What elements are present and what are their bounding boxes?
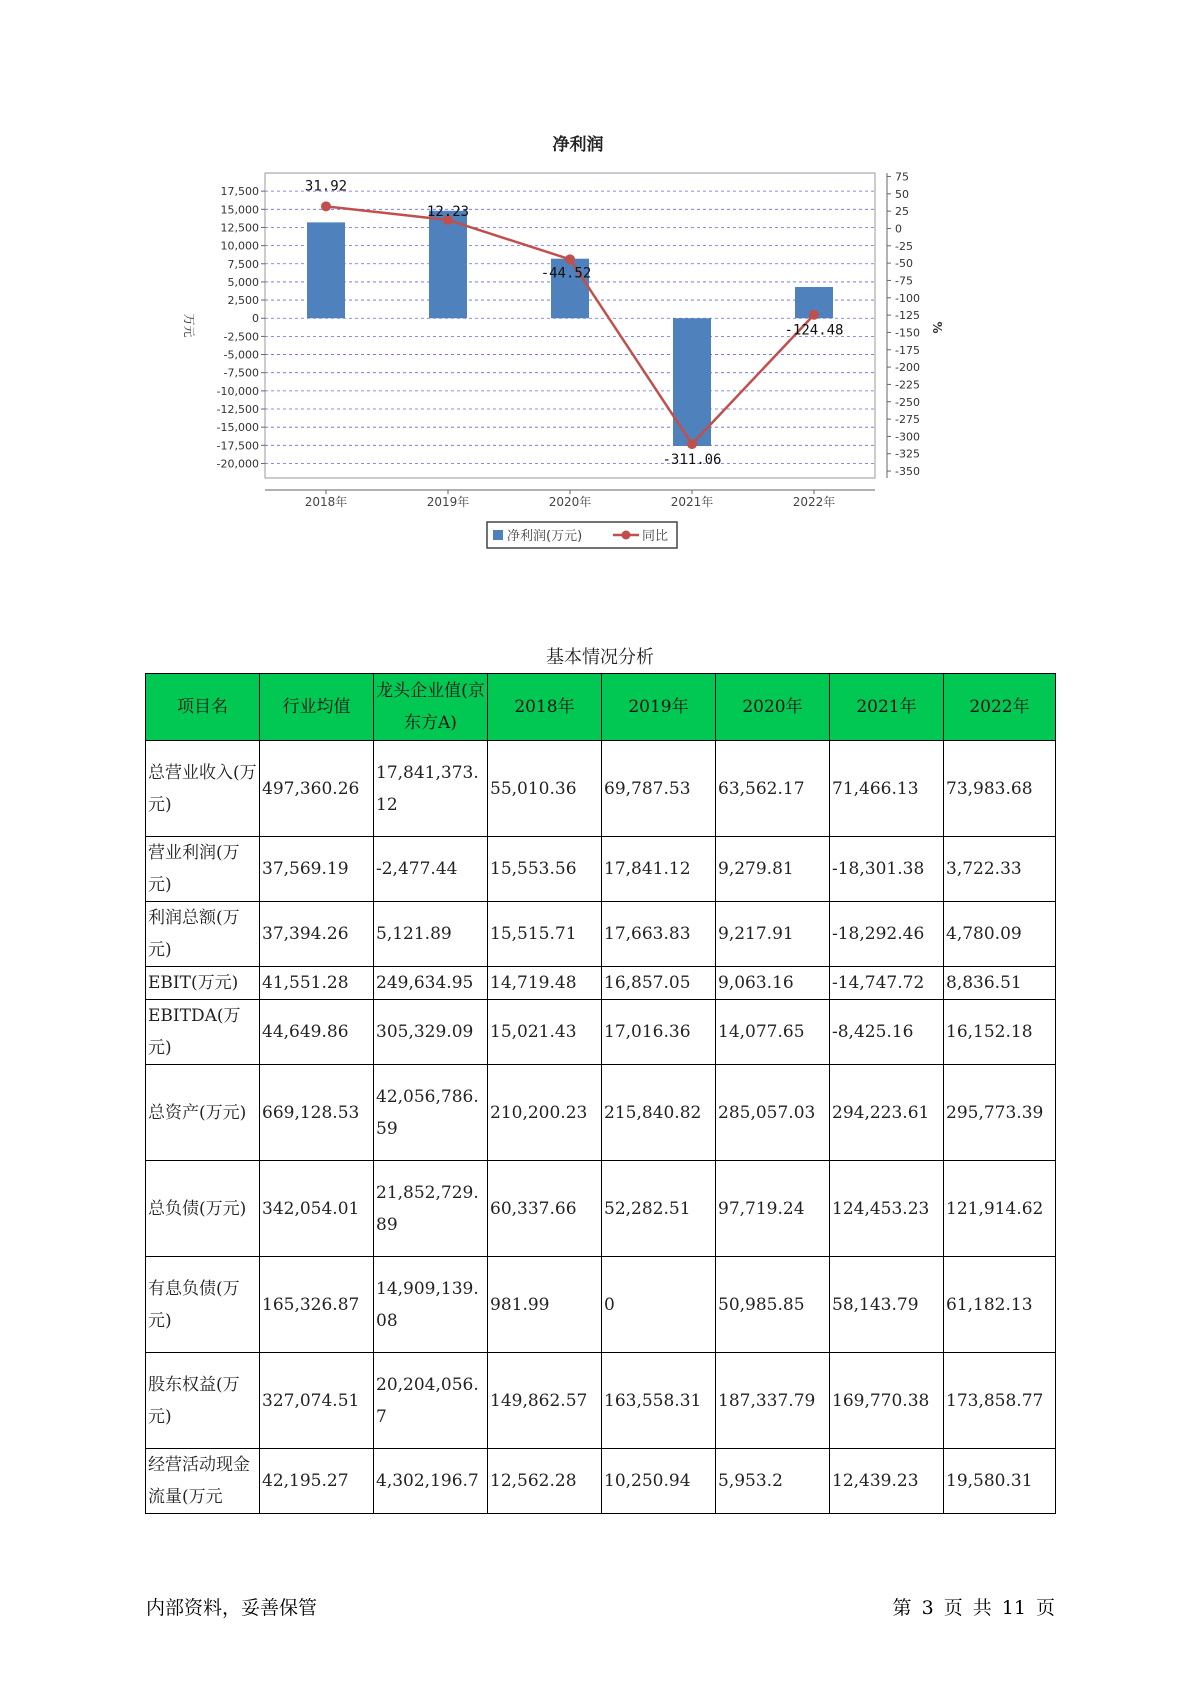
data-cell: 4,780.09	[944, 902, 1056, 967]
data-cell: 497,360.26	[260, 741, 374, 837]
data-cell: 41,551.28	[260, 967, 374, 1000]
net-profit-bar	[429, 211, 467, 318]
y-tick-label: 2,500	[227, 294, 259, 308]
data-cell: 42,195.27	[260, 1449, 374, 1514]
data-label: -311.06	[662, 452, 722, 469]
y2-tick-label: -50	[895, 257, 913, 271]
y2-tick-label: -250	[895, 395, 920, 409]
data-cell: 173,858.77	[944, 1353, 1056, 1449]
y2-tick-label: -75	[895, 274, 913, 288]
data-cell: 52,282.51	[602, 1161, 716, 1257]
y-axis-title: 万元	[182, 313, 196, 338]
data-cell: 97,719.24	[716, 1161, 830, 1257]
table-row	[146, 1065, 1056, 1161]
y2-tick-label: 0	[895, 222, 902, 236]
yoy-point	[809, 310, 819, 320]
y2-tick-label: -125	[895, 309, 920, 323]
y2-tick-label: -175	[895, 343, 920, 357]
table-row	[146, 1000, 1056, 1065]
table-title: 基本情况分析	[546, 647, 654, 668]
y-tick-label: 15,000	[220, 203, 259, 217]
data-cell: 71,466.13	[830, 741, 944, 837]
y-tick-label: 10,000	[220, 239, 259, 253]
data-cell: 17,663.83	[602, 902, 716, 967]
table-row	[146, 1161, 1056, 1257]
data-cell: 50,985.85	[716, 1257, 830, 1353]
analysis-table	[145, 673, 1056, 1514]
data-cell: 15,021.43	[488, 1000, 602, 1065]
data-cell: 58,143.79	[830, 1257, 944, 1353]
y-tick-label: -12,500	[216, 403, 259, 417]
row-label-cell: 有息负债(万元)	[146, 1257, 260, 1353]
data-cell: 9,217.91	[716, 902, 830, 967]
data-label: 31.92	[304, 178, 348, 195]
row-label-cell: 经营活动现金流量(万元	[146, 1449, 260, 1514]
table-row	[146, 1353, 1056, 1449]
y2-tick-label: 25	[895, 205, 909, 219]
table-header-row	[146, 674, 1056, 741]
net-profit-bar	[673, 318, 711, 446]
data-cell: 169,770.38	[830, 1353, 944, 1449]
data-cell: 44,649.86	[260, 1000, 374, 1065]
table-row	[146, 741, 1056, 837]
table-row	[146, 837, 1056, 902]
y-tick-label: 0	[252, 312, 259, 326]
y-tick-label: -2,500	[223, 330, 259, 344]
y-tick-label: 7,500	[227, 257, 259, 271]
data-cell: 21,852,729.89	[374, 1161, 488, 1257]
header-cell: 2022年	[944, 674, 1056, 741]
data-cell: 17,016.36	[602, 1000, 716, 1065]
x-tick-label: 2018年	[304, 495, 348, 509]
data-cell: 163,558.31	[602, 1353, 716, 1449]
data-cell: 15,515.71	[488, 902, 602, 967]
data-cell: 327,074.51	[260, 1353, 374, 1449]
row-label-cell: EBITDA(万元)	[146, 1000, 260, 1065]
row-label-cell: 利润总额(万元)	[146, 902, 260, 967]
yoy-point	[321, 201, 331, 211]
data-cell: 0	[602, 1257, 716, 1353]
data-cell: 187,337.79	[716, 1353, 830, 1449]
data-cell: 60,337.66	[488, 1161, 602, 1257]
table-row	[146, 1449, 1056, 1514]
data-cell: 12,562.28	[488, 1449, 602, 1514]
data-cell: 165,326.87	[260, 1257, 374, 1353]
data-cell: 19,580.31	[944, 1449, 1056, 1514]
yoy-point	[687, 439, 697, 449]
data-cell: 9,063.16	[716, 967, 830, 1000]
row-label-cell: 总营业收入(万元)	[146, 741, 260, 837]
y2-tick-label: -325	[895, 447, 920, 461]
y2-tick-label: 50	[895, 187, 909, 201]
data-cell: -2,477.44	[374, 837, 488, 902]
data-cell: 5,953.2	[716, 1449, 830, 1514]
data-cell: 73,983.68	[944, 741, 1056, 837]
header-cell: 2018年	[488, 674, 602, 741]
data-cell: 15,553.56	[488, 837, 602, 902]
data-cell: 69,787.53	[602, 741, 716, 837]
data-cell: 16,857.05	[602, 967, 716, 1000]
y-tick-label: 17,500	[220, 185, 259, 199]
table-row	[146, 1257, 1056, 1353]
data-cell: 37,394.26	[260, 902, 374, 967]
y2-tick-label: -100	[895, 291, 920, 305]
legend-line-marker	[622, 531, 631, 540]
data-label: -124.48	[784, 322, 844, 339]
y2-tick-label: -350	[895, 465, 920, 479]
data-cell: -14,747.72	[830, 967, 944, 1000]
legend-bar-label: 净利润(万元)	[507, 529, 583, 544]
data-cell: -18,301.38	[830, 837, 944, 902]
header-cell: 2019年	[602, 674, 716, 741]
data-cell: 124,453.23	[830, 1161, 944, 1257]
data-cell: 17,841.12	[602, 837, 716, 902]
data-cell: 14,909,139.08	[374, 1257, 488, 1353]
header-cell: 行业均值	[260, 674, 374, 741]
row-label-cell: 总负债(万元)	[146, 1161, 260, 1257]
x-tick-label: 2020年	[548, 495, 592, 509]
x-tick-label: 2022年	[792, 495, 836, 509]
y-tick-label: -5,000	[223, 348, 259, 362]
data-cell: 14,077.65	[716, 1000, 830, 1065]
y2-tick-label: -150	[895, 326, 920, 340]
data-label: -44.52	[540, 265, 592, 282]
y-tick-label: -10,000	[216, 384, 259, 398]
data-cell: 3,722.33	[944, 837, 1056, 902]
row-label-cell: EBIT(万元)	[146, 967, 260, 1000]
data-cell: 669,128.53	[260, 1065, 374, 1161]
y-tick-label: 12,500	[220, 221, 259, 235]
header-cell: 龙头企业值(京东方A)	[374, 674, 488, 741]
chart-title: 净利润	[552, 135, 604, 155]
legend-line-label: 同比	[642, 529, 669, 544]
data-cell: 63,562.17	[716, 741, 830, 837]
data-cell: 10,250.94	[602, 1449, 716, 1514]
footer-page-number: 第 3 页 共 11 页	[892, 1597, 1055, 1619]
data-cell: 20,204,056.7	[374, 1353, 488, 1449]
data-cell: 9,279.81	[716, 837, 830, 902]
data-cell: 37,569.19	[260, 837, 374, 902]
data-cell: -8,425.16	[830, 1000, 944, 1065]
legend-bar-swatch	[493, 530, 503, 540]
row-label-cell: 营业利润(万元)	[146, 837, 260, 902]
header-cell: 2020年	[716, 674, 830, 741]
data-cell: 294,223.61	[830, 1065, 944, 1161]
data-cell: 8,836.51	[944, 967, 1056, 1000]
footer-confidential: 内部资料，妥善保管	[146, 1597, 318, 1619]
data-cell: 215,840.82	[602, 1065, 716, 1161]
header-cell: 项目名	[146, 674, 260, 741]
data-cell: 305,329.09	[374, 1000, 488, 1065]
x-tick-label: 2021年	[670, 495, 714, 509]
data-cell: 17,841,373.12	[374, 741, 488, 837]
data-cell: 121,914.62	[944, 1161, 1056, 1257]
data-cell: 55,010.36	[488, 741, 602, 837]
y-tick-label: -7,500	[223, 366, 259, 380]
y-tick-label: 5,000	[227, 275, 259, 289]
table-row	[146, 902, 1056, 967]
data-cell: 342,054.01	[260, 1161, 374, 1257]
data-cell: 42,056,786.59	[374, 1065, 488, 1161]
data-cell: 4,302,196.7	[374, 1449, 488, 1514]
y2-axis-title: %	[930, 321, 944, 334]
data-cell: -18,292.46	[830, 902, 944, 967]
y2-tick-label: 75	[895, 170, 909, 184]
data-cell: 981.99	[488, 1257, 602, 1353]
net-profit-chart	[160, 130, 1060, 600]
data-cell: 249,634.95	[374, 967, 488, 1000]
y2-tick-label: -200	[895, 361, 920, 375]
net-profit-bar	[307, 222, 345, 318]
y2-tick-label: -275	[895, 413, 920, 427]
data-cell: 12,439.23	[830, 1449, 944, 1514]
data-cell: 295,773.39	[944, 1065, 1056, 1161]
chart-svg	[160, 130, 1060, 600]
data-cell: 14,719.48	[488, 967, 602, 1000]
x-tick-label: 2019年	[426, 495, 470, 509]
y2-tick-label: -300	[895, 430, 920, 444]
data-cell: 61,182.13	[944, 1257, 1056, 1353]
data-cell: 5,121.89	[374, 902, 488, 967]
y-tick-label: -17,500	[216, 439, 259, 453]
row-label-cell: 股东权益(万元)	[146, 1353, 260, 1449]
y-tick-label: -20,000	[216, 457, 259, 471]
y2-tick-label: -25	[895, 239, 913, 253]
data-cell: 285,057.03	[716, 1065, 830, 1161]
row-label-cell: 总资产(万元)	[146, 1065, 260, 1161]
yoy-point	[565, 254, 575, 264]
data-cell: 210,200.23	[488, 1065, 602, 1161]
data-cell: 16,152.18	[944, 1000, 1056, 1065]
y2-tick-label: -225	[895, 378, 920, 392]
table-row	[146, 967, 1056, 1000]
data-label: 12.23	[426, 203, 470, 220]
header-cell: 2021年	[830, 674, 944, 741]
data-cell: 149,862.57	[488, 1353, 602, 1449]
y-tick-label: -15,000	[216, 421, 259, 435]
